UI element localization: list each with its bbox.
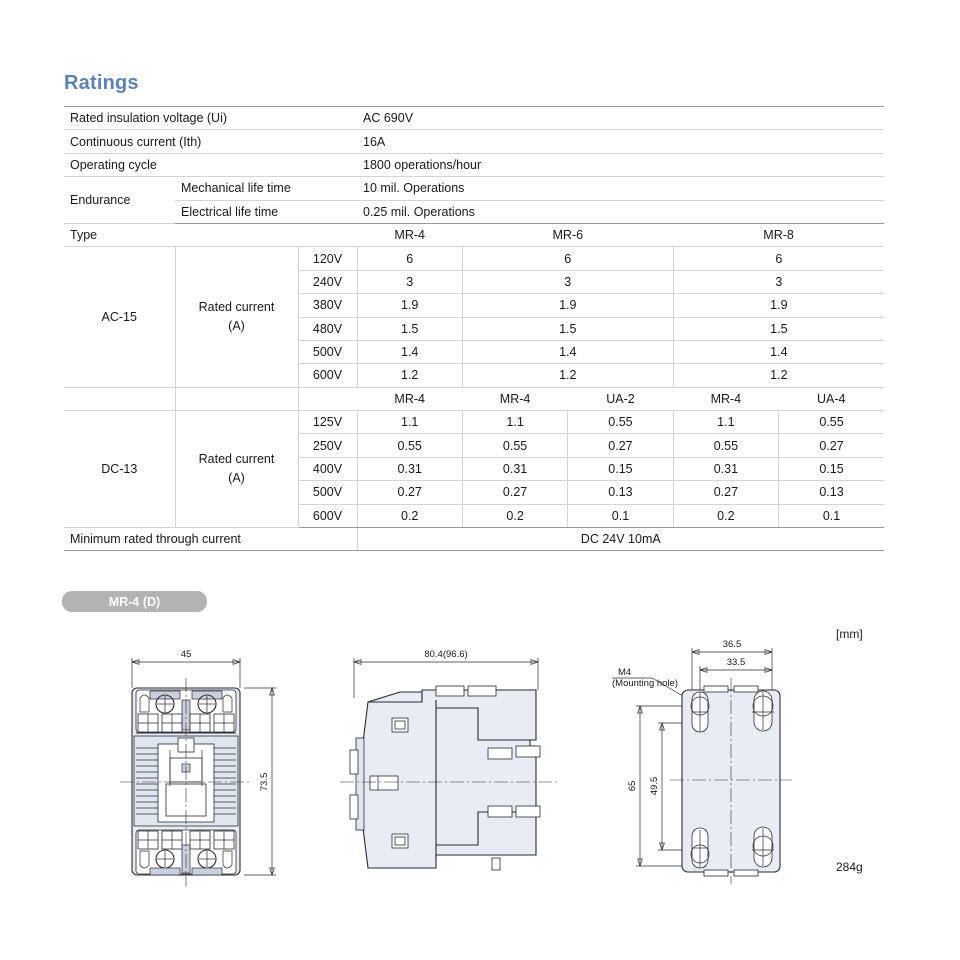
table-row <box>64 387 884 410</box>
type-label: Type <box>64 223 357 246</box>
column-header: MR-4 <box>462 387 567 410</box>
model-badge: MR-4 (D) <box>62 591 207 612</box>
voltage-cell: 400V <box>298 457 357 480</box>
value-cell: 3 <box>673 270 884 293</box>
value-cell: 1.4 <box>357 340 462 363</box>
value-cell: 0.55 <box>673 434 778 457</box>
voltage-cell: 380V <box>298 294 357 317</box>
value-cell: 3 <box>357 270 462 293</box>
spec-value: 1800 operations/hour <box>357 153 884 176</box>
table-row <box>64 411 884 434</box>
dc13-name: DC-13 <box>64 411 175 528</box>
back-dim-top2: 33.5 <box>726 657 746 668</box>
voltage-cell: 500V <box>298 340 357 363</box>
column-header: MR-4 <box>673 387 778 410</box>
value-cell: 0.55 <box>357 434 462 457</box>
voltage-cell: 600V <box>298 504 357 527</box>
page-title: Ratings <box>64 72 139 94</box>
rated-current-line2: (A) <box>228 319 245 334</box>
value-cell: 1.5 <box>357 317 462 340</box>
value-cell: 1.5 <box>673 317 884 340</box>
value-cell: 0.2 <box>462 504 567 527</box>
value-cell: 0.1 <box>779 504 884 527</box>
value-cell: 6 <box>357 247 462 270</box>
back-dim-left1: 65 <box>627 780 638 792</box>
value-cell: 1.9 <box>462 294 673 317</box>
value-cell: 0.55 <box>779 411 884 434</box>
spec-label: Operating cycle <box>64 153 357 176</box>
table-row <box>64 247 884 270</box>
endurance-value: 10 mil. Operations <box>357 177 884 200</box>
drawing-side-view <box>340 640 570 890</box>
back-dim-top1: 36.5 <box>722 639 742 650</box>
ratings-table <box>64 106 884 551</box>
value-cell: 0.13 <box>568 481 673 504</box>
spacer-cell <box>64 387 175 410</box>
value-cell: 0.31 <box>462 457 567 480</box>
column-header: MR-4 <box>357 387 462 410</box>
table-row <box>64 528 884 551</box>
value-cell: 1.2 <box>462 364 673 387</box>
value-cell: 1.1 <box>673 411 778 434</box>
value-cell: 1.1 <box>357 411 462 434</box>
column-header: UA-4 <box>779 387 884 410</box>
back-dim-left2: 49.5 <box>649 776 660 796</box>
voltage-cell: 240V <box>298 270 357 293</box>
minimum-label: Minimum rated through current <box>64 528 357 551</box>
value-cell: 0.27 <box>462 481 567 504</box>
column-header: MR-8 <box>673 223 884 246</box>
value-cell: 0.2 <box>673 504 778 527</box>
value-cell: 3 <box>462 270 673 293</box>
spec-value: 16A <box>357 130 884 153</box>
value-cell: 0.31 <box>673 457 778 480</box>
spacer-cell <box>175 387 298 410</box>
table-row <box>64 153 884 176</box>
spec-label: Continuous current (Ith) <box>64 130 357 153</box>
endurance-sub-label: Electrical life time <box>175 200 357 223</box>
endurance-sub-label: Mechanical life time <box>175 177 357 200</box>
value-cell: 1.2 <box>673 364 884 387</box>
voltage-cell: 480V <box>298 317 357 340</box>
table-row <box>64 107 884 130</box>
side-depth-dim: 80.4(96.6) <box>424 649 468 660</box>
endurance-label: Endurance <box>64 177 175 224</box>
value-cell: 6 <box>673 247 884 270</box>
value-cell: 0.15 <box>568 457 673 480</box>
ac15-rated-current <box>175 247 298 387</box>
value-cell: 1.4 <box>673 340 884 363</box>
drawing-back-view <box>600 628 880 888</box>
units-note: [mm] <box>836 627 863 641</box>
value-cell: 0.1 <box>568 504 673 527</box>
endurance-value: 0.25 mil. Operations <box>357 200 884 223</box>
front-height-dim: 73.5 <box>259 772 270 792</box>
table-row <box>64 177 884 200</box>
table-row <box>64 130 884 153</box>
rated-current-line2: (A) <box>228 471 245 486</box>
value-cell: 0.27 <box>779 434 884 457</box>
value-cell: 6 <box>462 247 673 270</box>
value-cell: 0.27 <box>673 481 778 504</box>
voltage-cell: 125V <box>298 411 357 434</box>
voltage-cell: 120V <box>298 247 357 270</box>
value-cell: 0.55 <box>462 434 567 457</box>
column-header: UA-2 <box>568 387 673 410</box>
spec-value: AC 690V <box>357 107 884 130</box>
rated-current-line1: Rated current <box>198 451 275 466</box>
value-cell: 1.4 <box>462 340 673 363</box>
value-cell: 1.9 <box>357 294 462 317</box>
value-cell: 0.55 <box>568 411 673 434</box>
voltage-cell: 600V <box>298 364 357 387</box>
value-cell: 0.31 <box>357 457 462 480</box>
value-cell: 0.27 <box>568 434 673 457</box>
voltage-cell: 250V <box>298 434 357 457</box>
value-cell: 1.9 <box>673 294 884 317</box>
table-row <box>64 200 884 223</box>
column-header: MR-6 <box>462 223 673 246</box>
ac15-name: AC-15 <box>64 247 175 387</box>
value-cell: 1.2 <box>357 364 462 387</box>
weight-note: 284g <box>836 860 863 874</box>
table-row <box>64 223 884 246</box>
value-cell: 0.2 <box>357 504 462 527</box>
back-note-line1: M4 <box>618 667 632 678</box>
back-note-line2: (Mounting hole) <box>612 678 679 689</box>
value-cell: 0.27 <box>357 481 462 504</box>
value-cell: 0.15 <box>779 457 884 480</box>
value-cell: 0.13 <box>779 481 884 504</box>
spec-label: Rated insulation voltage (Ui) <box>64 107 357 130</box>
minimum-value: DC 24V 10mA <box>357 528 884 551</box>
spacer-cell <box>298 387 357 410</box>
value-cell: 1.1 <box>462 411 567 434</box>
front-width-dim: 45 <box>180 649 192 660</box>
rated-current-line1: Rated current <box>198 299 275 314</box>
drawing-front-view <box>110 640 310 890</box>
voltage-cell: 500V <box>298 481 357 504</box>
dc13-rated-current <box>175 411 298 528</box>
value-cell: 1.5 <box>462 317 673 340</box>
column-header: MR-4 <box>357 223 462 246</box>
